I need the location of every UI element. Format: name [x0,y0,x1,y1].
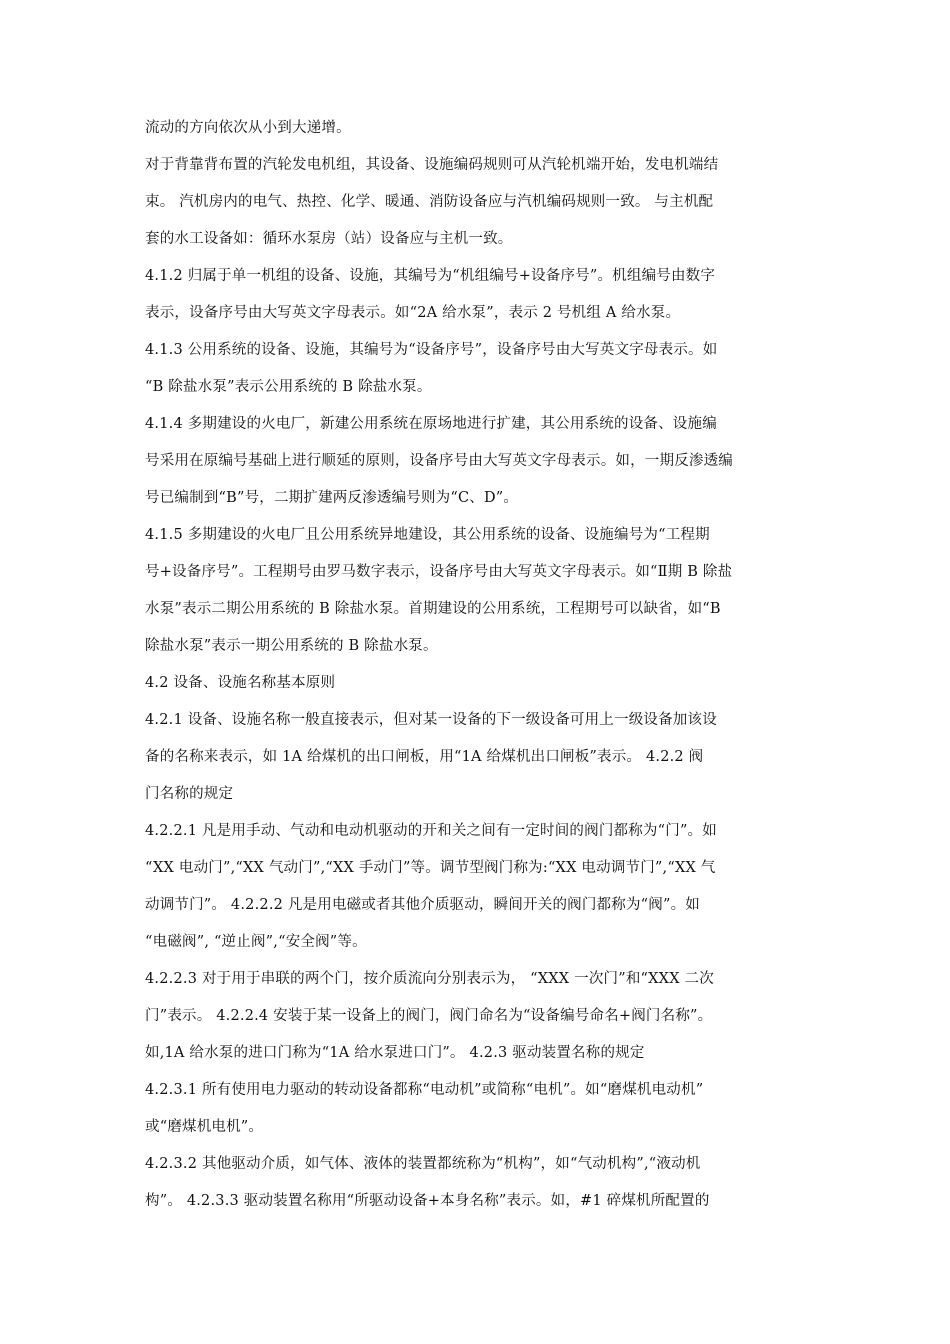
text-line: 流动的方向依次从小到大递增。 [145,120,351,136]
text-line: 号已编制到“B”号，二期扩建两反渗透编号则为“C、D”。 [145,490,519,506]
section-4-1-4-line: 4.1.4 多期建设的火电厂，新建公用系统在原场地进行扩建，其公用系统的设备、设施编 [145,416,717,432]
text-line: 套的水工设备如：循环水泵房（站）设备应与主机一致。 [145,231,513,247]
text-line: 水泵”表示二期公用系统的 B 除盐水泵。首期建设的公用系统，工程期号可以缺省，如“B [145,601,721,617]
section-4-2-3-1-line: 4.2.3.1 所有使用电力驱动的转动设备都称“电动机”或简称“电机”。如“磨煤机电动机” [145,1082,704,1098]
text-line: “电磁阀”, “逆止阀”,“安全阀”等。 [145,934,367,950]
section-4-1-5-line: 4.1.5 多期建设的火电厂且公用系统异地建设，其公用系统的设备、设施编号为“工程期 [145,527,710,543]
text-line: 如,1A 给水泵的进口门称为“1A 给水泵进口门”。 4.2.3 驱动装置名称的规定 [145,1045,645,1061]
text-line: 除盐水泵”表示一期公用系统的 B 除盐水泵。 [145,638,438,654]
document-body [145,118,815,1228]
text-line: 门名称的规定 [145,786,234,802]
section-4-1-3-line: 4.1.3 公用系统的设备、设施，其编号为“设备序号”，设备序号由大写英文字母表示。如 [145,342,718,358]
section-heading-4-2: 4.2 设备、设施名称基本原则 [145,675,336,691]
section-4-2-2-3-line: 4.2.2.3 对于用于串联的两个门，按介质流向分别表示为， “XXX 一次门”和“XXX 二次 [145,971,714,987]
text-line: 号采用在原编号基础上进行顺延的原则，设备序号由大写英文字母表示。如，一期反渗透编 [145,453,733,469]
text-line: 备的名称来表示，如 1A 给煤机的出口闸板，用“1A 给煤机出口闸板”表示。 4.2.2 阀 [145,749,704,765]
text-line: 或“磨煤机电机”。 [145,1119,264,1135]
text-line: 构”。 4.2.3.3 驱动装置名称用“所驱动设备+本身名称”表示。如，#1 碎煤机所配置的 [145,1193,710,1209]
text-line: 束。 汽机房内的电气、热控、化学、暖通、消防设备应与汽机编码规则一致。 与主机配 [145,194,714,210]
text-line: “XX 电动门”,“XX 气动门”,“XX 手动门”等。调节型阀门称为:“XX 电动调节门”,“XX 气 [145,860,716,876]
section-4-2-2-1-line: 4.2.2.1 凡是用手动、气动和电动机驱动的开和关之间有一定时间的阀门都称为“门”。如 [145,823,717,839]
section-4-2-3-2-line: 4.2.3.2 其他驱动介质，如气体、液体的装置都统称为“机构”，如“气动机构”,“液动机 [145,1156,701,1172]
section-4-2-1-line: 4.2.1 设备、设施名称一般直接表示，但对某一设备的下一级设备可用上一级设备加该设 [145,712,717,728]
section-4-1-2-line: 4.1.2 归属于单一机组的设备、设施，其编号为“机组编号+设备序号”。机组编号由数字 [145,268,716,284]
text-line: 动调节门”。 4.2.2.2 凡是用电磁或者其他介质驱动，瞬间开关的阀门都称为“阀”。如 [145,897,700,913]
text-line: 对于背靠背布置的汽轮发电机组，其设备、设施编码规则可从汽轮机端开始，发电机端结 [145,157,719,173]
text-line: 门”表示。 4.2.2.4 安装于某一设备上的阀门，阀门命名为“设备编号命名+阀门名称”。 [145,1008,713,1024]
text-line: 表示，设备序号由大写英文字母表示。如“2A 给水泵”，表示 2 号机组 A 给水泵。 [145,305,681,321]
text-line: “B 除盐水泵”表示公用系统的 B 除盐水泵。 [145,379,432,395]
text-line: 号+设备序号”。工程期号由罗马数字表示，设备序号由大写英文字母表示。如“Ⅱ期 B 除盐 [145,564,733,580]
